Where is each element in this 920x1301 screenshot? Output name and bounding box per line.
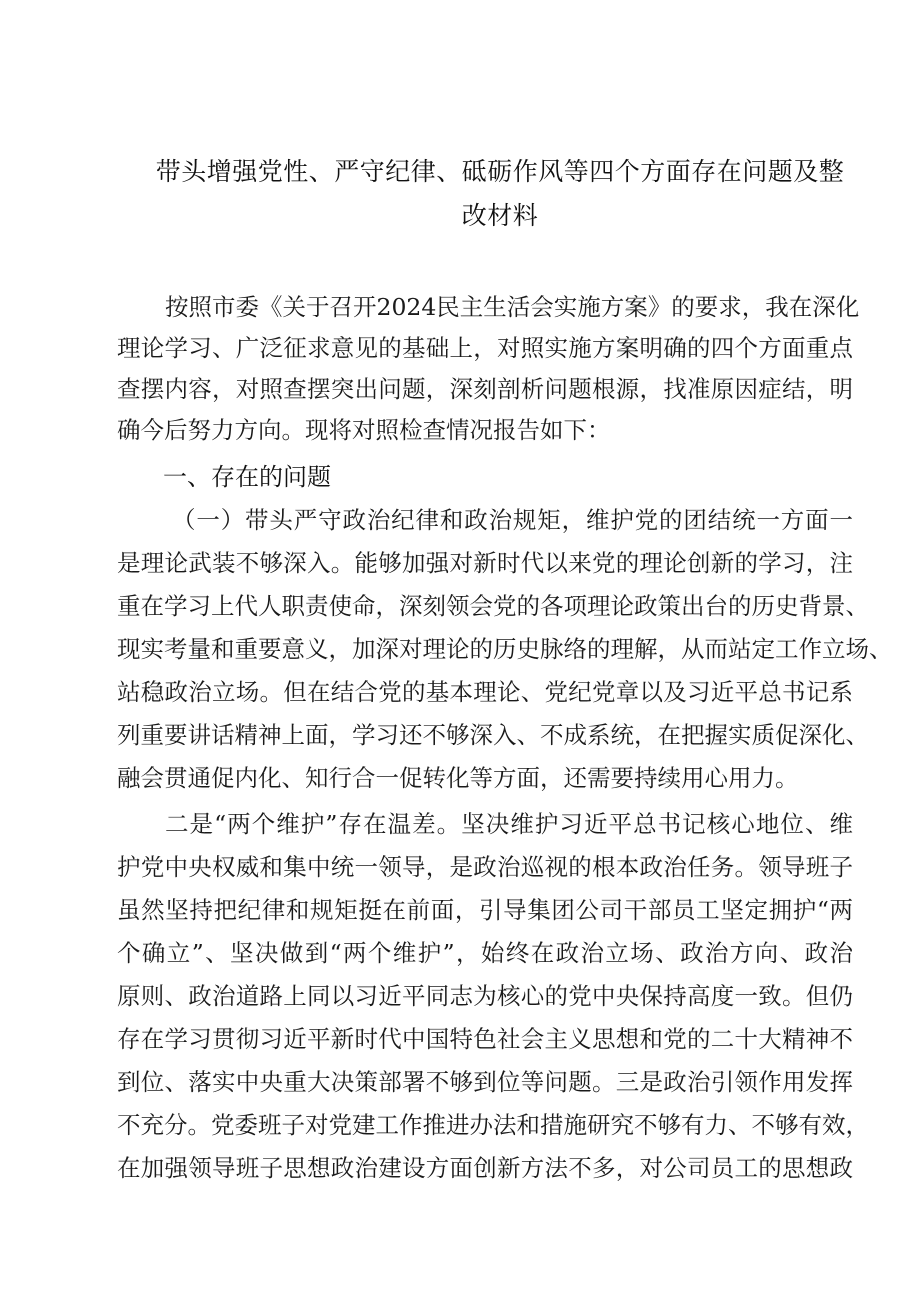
intro-line: 查摆内容，对照查摆突出问题，深刻剖析问题根源，找准原因症结，明	[117, 375, 853, 403]
intro-line: 确今后努力方向。现将对照检查情况报告如下：	[117, 416, 611, 444]
body-line: 是理论武装不够深入。能够加强对新时代以来党的理论创新的学习，注	[117, 549, 853, 577]
intro-line: 理论学习、广泛征求意见的基础上，对照实施方案明确的四个方面重点	[117, 334, 853, 362]
body-line: 在加强领导班子思想政治建设方面创新方法不多，对公司员工的思想政	[117, 1154, 853, 1182]
intro-line: 按照市委《关于召开2024民主生活会实施方案》的要求，我在深化	[165, 293, 860, 321]
body-line: 重在学习上代人职责使命，深刻领会党的各项理论政策出台的历史背景、	[117, 592, 869, 620]
body-line: 原则、政治道路上同以习近平同志为核心的党中央保持高度一致。但仍	[117, 982, 853, 1010]
subsection-heading-line: （一）带头严守政治纪律和政治规矩，维护党的团结统一方面一	[172, 506, 853, 534]
body-line: 个确立”、坚决做到“两个维护”，始终在政治立场、政治方向、政治	[117, 939, 853, 967]
section-heading: 一、存在的问题	[163, 463, 331, 491]
body-line: 列重要讲话精神上面，学习还不够深入、不成系统，在把握实质促深化、	[117, 721, 869, 749]
body-line: 现实考量和重要意义，加深对理论的历史脉络的理解，从而站定工作立场、	[117, 635, 893, 663]
body-line: 融会贯通促内化、知行合一促转化等方面，还需要持续用心用力。	[117, 764, 799, 792]
body-line: 不充分。党委班子对党建工作推进办法和措施研究不够有力、不够有效，	[117, 1111, 869, 1139]
body-line: 虽然坚持把纪律和规矩挺在前面，引导集团公司干部员工坚定拥护“两	[117, 896, 853, 924]
document-title-line-2: 改材料	[461, 201, 539, 230]
body-line: 站稳政治立场。但在结合党的基本理论、党纪党章以及习近平总书记系	[117, 678, 853, 706]
body-line: 护党中央权威和集中统一领导，是政治巡视的根本政治任务。领导班子	[117, 853, 853, 881]
body-line: 二是“两个维护”存在温差。坚决维护习近平总书记核心地位、维	[165, 810, 853, 838]
body-line: 存在学习贯彻习近平新时代中国特色社会主义思想和党的二十大精神不	[117, 1025, 853, 1053]
document-title-line-1: 带头增强党性、严守纪律、砥砺作风等四个方面存在问题及整	[155, 157, 845, 186]
body-line: 到位、落实中央重大决策部署不够到位等问题。三是政治引领作用发挥	[117, 1068, 853, 1096]
